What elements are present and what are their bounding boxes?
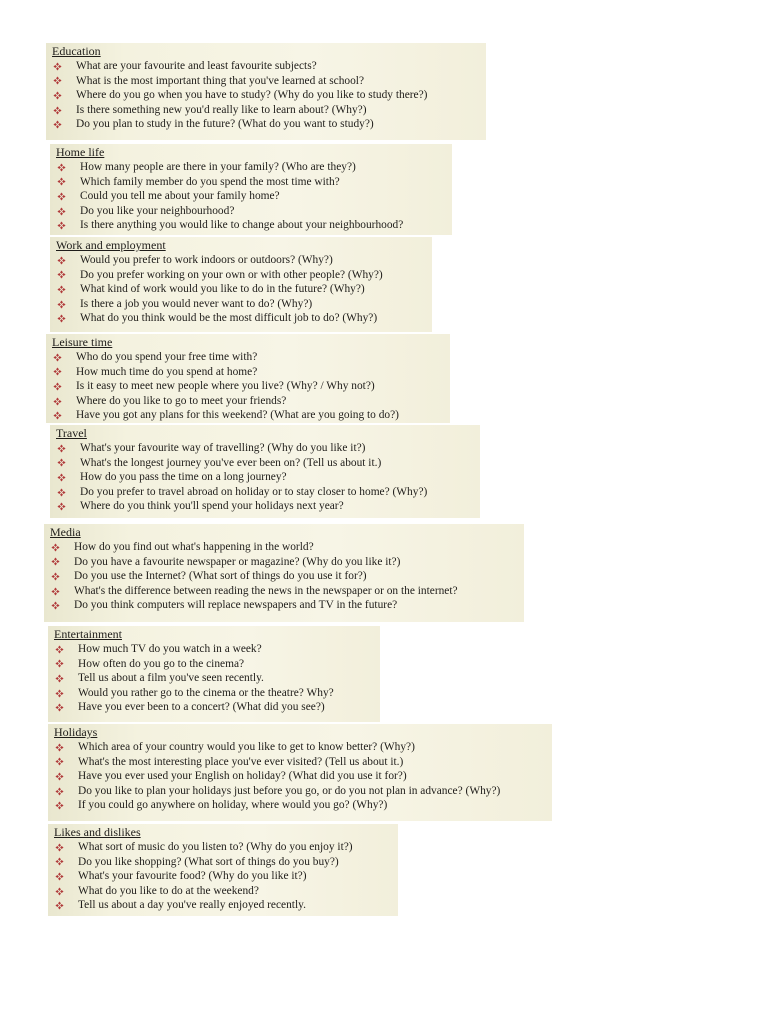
diamond-bullet-icon — [57, 270, 66, 279]
question-item — [50, 540, 524, 555]
question-item — [56, 253, 432, 268]
question-item — [56, 204, 452, 219]
question-text: Is it easy to meet new people where you live? (Why? / Why not?) — [76, 380, 375, 393]
question-text: Is there a job you would never want to do? (Why?) — [80, 297, 313, 310]
question-list — [52, 350, 450, 423]
question-item — [52, 88, 486, 103]
question-text: Have you got any plans for this weekend? (What are you going to do?) — [76, 409, 399, 422]
section-holidays — [48, 724, 552, 821]
question-text: How do you find out what's happening in the world? — [74, 541, 314, 553]
question-item — [54, 755, 552, 770]
question-item — [56, 297, 432, 312]
section-education — [46, 43, 486, 140]
question-item — [54, 855, 398, 870]
question-text: How many people are there in your family? (Who are they?) — [80, 161, 356, 173]
diamond-bullet-icon — [57, 285, 66, 294]
question-text: What's the difference between reading the news in the newspaper or on the internet? — [74, 584, 458, 597]
question-text: What is the most important thing that you've learned at school? — [76, 74, 365, 87]
question-list — [52, 59, 486, 132]
diamond-bullet-icon — [55, 703, 64, 712]
question-item — [56, 282, 432, 297]
question-item — [56, 456, 480, 471]
diamond-bullet-icon — [53, 91, 62, 100]
diamond-bullet-icon — [55, 872, 64, 881]
question-item — [54, 671, 380, 686]
diamond-bullet-icon — [57, 314, 66, 323]
section-home-life — [50, 144, 452, 235]
section-title: Leisure time — [52, 335, 113, 349]
question-item — [54, 657, 380, 672]
question-text: If you could go anywhere on holiday, where would you go? (Why?) — [78, 799, 388, 812]
question-item — [54, 769, 552, 784]
question-item — [56, 218, 452, 233]
question-text: Do you plan to study in the future? (What do you want to study?) — [76, 118, 374, 131]
diamond-bullet-icon — [55, 674, 64, 683]
diamond-bullet-icon — [57, 256, 66, 265]
diamond-bullet-icon — [53, 76, 62, 85]
diamond-bullet-icon — [53, 397, 62, 406]
diamond-bullet-icon — [57, 221, 66, 230]
section-title: Travel — [56, 426, 87, 440]
question-text: What kind of work would you like to do in the future? (Why?) — [80, 283, 365, 296]
question-item — [52, 74, 486, 89]
question-item — [54, 869, 398, 884]
diamond-bullet-icon — [57, 502, 66, 511]
diamond-bullet-icon — [51, 557, 60, 566]
diamond-bullet-icon — [57, 473, 66, 482]
question-text: What's the longest journey you've ever been on? (Tell us about it.) — [80, 456, 382, 469]
section-leisure-time — [46, 334, 450, 423]
question-item — [52, 408, 450, 423]
diamond-bullet-icon — [53, 382, 62, 391]
question-item — [56, 189, 452, 204]
question-text: Which family member do you spend the most time with? — [80, 175, 340, 188]
question-item — [56, 485, 480, 500]
question-item — [52, 117, 486, 132]
question-item — [52, 350, 450, 365]
question-item — [50, 598, 524, 613]
question-item — [54, 840, 398, 855]
question-text: Do you use the Internet? (What sort of things do you use it for?) — [74, 570, 367, 583]
question-item — [56, 470, 480, 485]
question-list — [56, 441, 480, 514]
question-text: Tell us about a day you've really enjoyed recently. — [78, 899, 306, 912]
question-list — [50, 540, 524, 613]
question-list — [56, 160, 452, 233]
question-item — [54, 686, 380, 701]
question-text: What's your favourite way of travelling? (Why do you like it?) — [80, 442, 366, 454]
question-list — [54, 642, 380, 715]
section-title: Work and employment — [56, 238, 166, 252]
question-text: Tell us about a film you've seen recently. — [78, 672, 264, 685]
section-title: Holidays — [54, 725, 98, 739]
question-text: How do you pass the time on a long journey? — [80, 471, 287, 484]
section-title: Media — [50, 525, 81, 539]
diamond-bullet-icon — [55, 801, 64, 810]
question-text: Where do you go when you have to study? (Why do you like to study there?) — [76, 89, 428, 102]
diamond-bullet-icon — [57, 488, 66, 497]
question-item — [56, 441, 480, 456]
question-text: Would you rather go to the cinema or the theatre? Why? — [78, 686, 334, 699]
diamond-bullet-icon — [55, 772, 64, 781]
question-item — [54, 740, 552, 755]
diamond-bullet-icon — [51, 543, 60, 552]
question-item — [54, 798, 552, 813]
question-list — [56, 253, 432, 326]
diamond-bullet-icon — [53, 367, 62, 376]
question-text: What are your favourite and least favourite subjects? — [76, 60, 317, 72]
question-item — [50, 584, 524, 599]
question-text: Do you have a favourite newspaper or magazine? (Why do you like it?) — [74, 555, 401, 568]
diamond-bullet-icon — [55, 645, 64, 654]
diamond-bullet-icon — [55, 887, 64, 896]
question-text: Where do you think you'll spend your holidays next year? — [80, 500, 344, 513]
diamond-bullet-icon — [53, 106, 62, 115]
diamond-bullet-icon — [57, 444, 66, 453]
question-text: What sort of music do you listen to? (Why do you enjoy it?) — [78, 841, 353, 853]
question-item — [50, 555, 524, 570]
diamond-bullet-icon — [55, 743, 64, 752]
section-title: Likes and dislikes — [54, 825, 141, 839]
question-text: What do you think would be the most difficult job to do? (Why?) — [80, 312, 378, 325]
diamond-bullet-icon — [57, 207, 66, 216]
question-text: Do you prefer to travel abroad on holiday or to stay closer to home? (Why?) — [80, 485, 428, 498]
diamond-bullet-icon — [55, 757, 64, 766]
question-item — [52, 103, 486, 118]
question-text: Could you tell me about your family home? — [80, 190, 280, 203]
diamond-bullet-icon — [55, 901, 64, 910]
question-text: What's the most interesting place you've ever visited? (Tell us about it.) — [78, 755, 404, 768]
diamond-bullet-icon — [51, 601, 60, 610]
question-item — [54, 700, 380, 715]
question-text: Is there something new you'd really like to learn about? (Why?) — [76, 103, 367, 116]
question-item — [54, 642, 380, 657]
section-work-and-employment — [50, 237, 432, 332]
question-text: Do you prefer working on your own or with other people? (Why?) — [80, 268, 383, 281]
question-item — [50, 569, 524, 584]
question-item — [56, 499, 480, 514]
question-text: Which area of your country would you like to get to know better? (Why?) — [78, 741, 415, 753]
question-item — [54, 784, 552, 799]
question-item — [54, 884, 398, 899]
question-text: How often do you go to the cinema? — [78, 657, 245, 670]
question-text: Do you like your neighbourhood? — [80, 204, 235, 217]
question-text: Do you think computers will replace newspapers and TV in the future? — [74, 599, 398, 612]
diamond-bullet-icon — [51, 587, 60, 596]
question-text: What do you like to do at the weekend? — [78, 884, 259, 897]
section-title: Entertainment — [54, 627, 122, 641]
question-item — [52, 59, 486, 74]
diamond-bullet-icon — [57, 163, 66, 172]
diamond-bullet-icon — [51, 572, 60, 581]
question-list — [54, 840, 398, 913]
question-text: How much TV do you watch in a week? — [78, 643, 262, 655]
diamond-bullet-icon — [57, 192, 66, 201]
diamond-bullet-icon — [55, 787, 64, 796]
diamond-bullet-icon — [55, 857, 64, 866]
question-item — [52, 394, 450, 409]
question-item — [52, 379, 450, 394]
diamond-bullet-icon — [57, 458, 66, 467]
question-item — [56, 268, 432, 283]
question-text: Would you prefer to work indoors or outdoors? (Why?) — [80, 254, 333, 266]
section-title: Home life — [56, 145, 105, 159]
diamond-bullet-icon — [53, 411, 62, 420]
question-item — [56, 175, 452, 190]
question-item — [52, 365, 450, 380]
question-text: Is there anything you would like to change about your neighbourhood? — [80, 219, 404, 232]
question-text: Who do you spend your free time with? — [76, 351, 258, 363]
diamond-bullet-icon — [57, 177, 66, 186]
question-list — [54, 740, 552, 813]
section-media — [44, 524, 524, 622]
question-item — [54, 898, 398, 913]
diamond-bullet-icon — [53, 120, 62, 129]
question-text: Have you ever been to a concert? (What did you see?) — [78, 701, 325, 714]
question-text: Where do you like to go to meet your friends? — [76, 394, 287, 407]
diamond-bullet-icon — [55, 843, 64, 852]
question-text: How much time do you spend at home? — [76, 365, 258, 378]
diamond-bullet-icon — [53, 62, 62, 71]
question-text: Do you like to plan your holidays just before you go, or do you not plan in advance? (Why?) — [78, 784, 501, 797]
section-travel — [50, 425, 480, 518]
question-text: Have you ever used your English on holiday? (What did you use it for?) — [78, 770, 407, 783]
diamond-bullet-icon — [53, 353, 62, 362]
section-entertainment — [48, 626, 380, 722]
diamond-bullet-icon — [57, 300, 66, 309]
section-likes-and-dislikes — [48, 824, 398, 916]
question-text: Do you like shopping? (What sort of things do you buy?) — [78, 855, 339, 868]
question-text: What's your favourite food? (Why do you like it?) — [78, 870, 307, 883]
section-title: Education — [52, 44, 101, 58]
diamond-bullet-icon — [55, 689, 64, 698]
question-item — [56, 160, 452, 175]
question-item — [56, 311, 432, 326]
diamond-bullet-icon — [55, 659, 64, 668]
